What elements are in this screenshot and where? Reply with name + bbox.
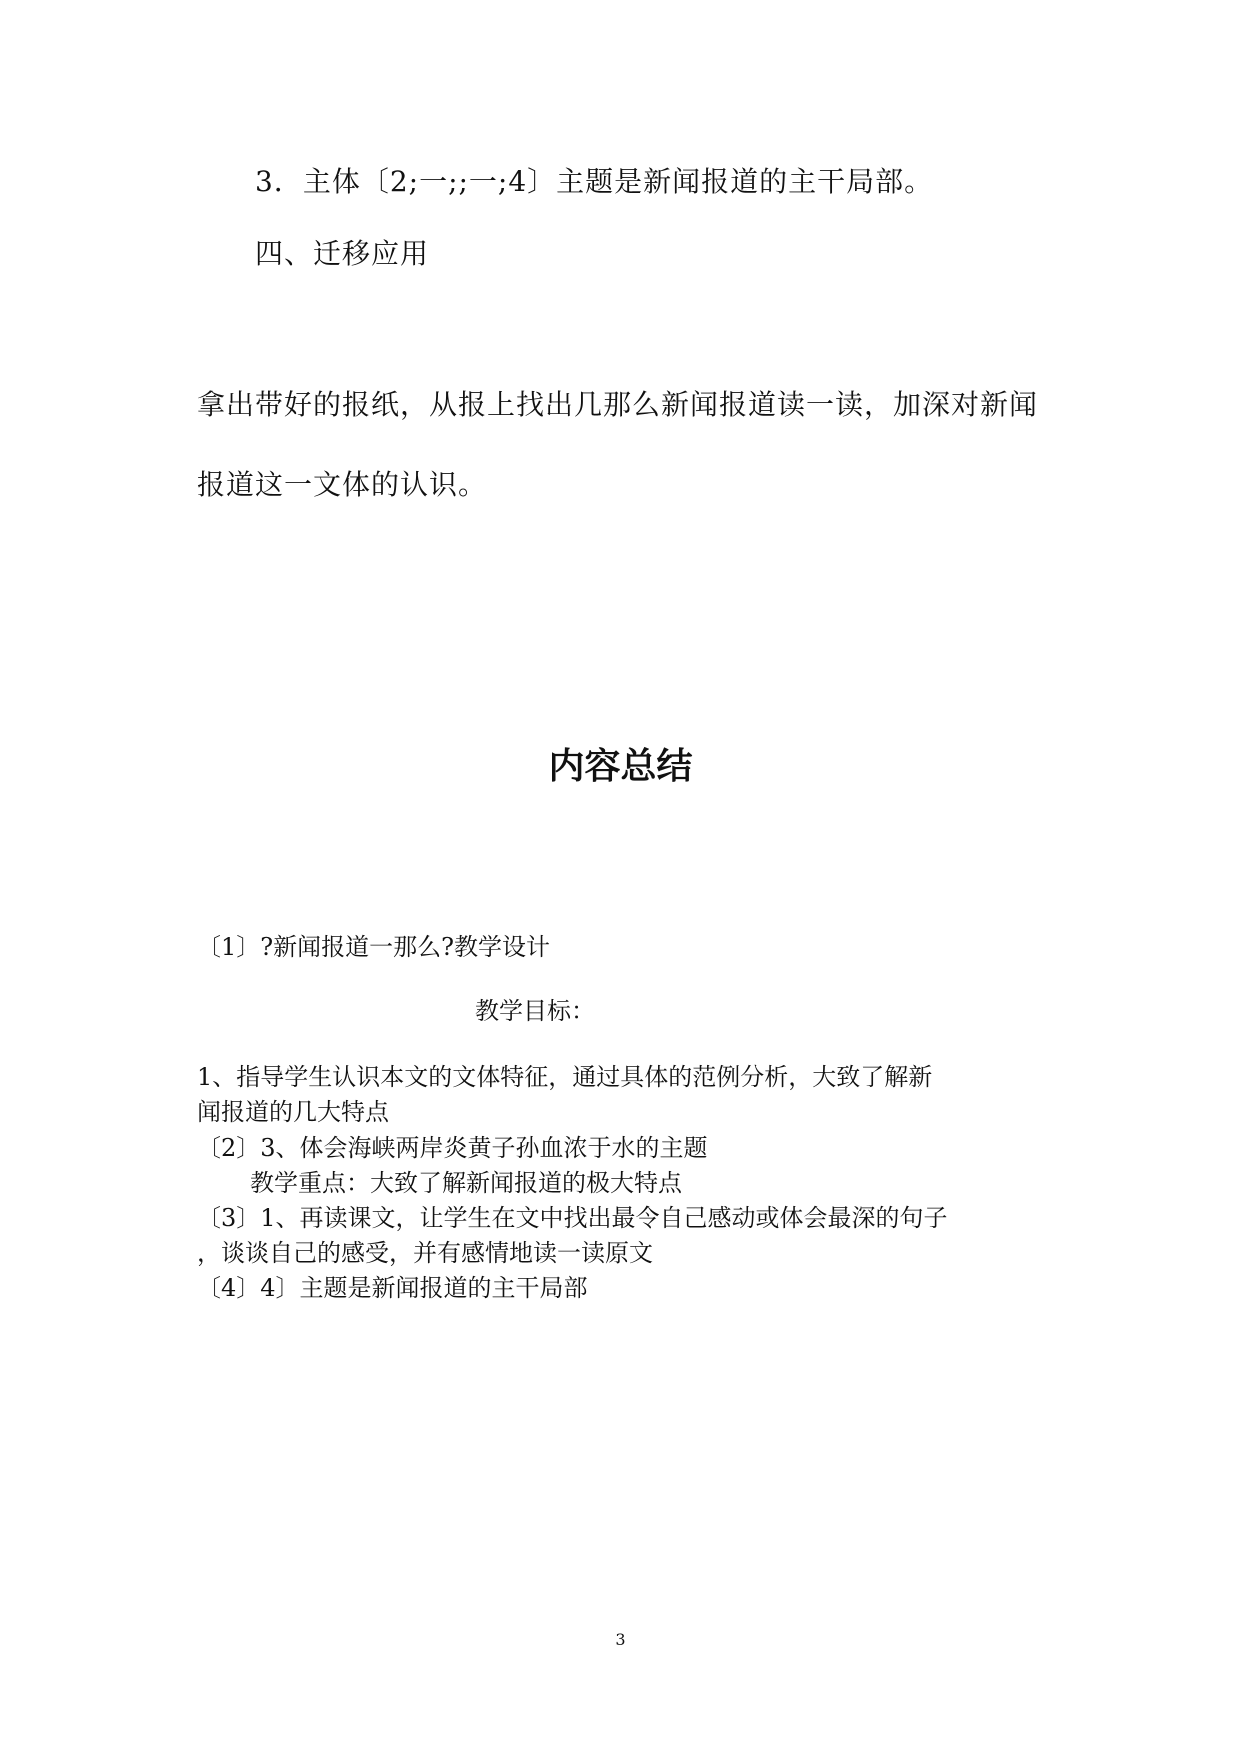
paragraph-line: 报道这一文体的认识。: [197, 468, 488, 501]
summary-line: 〔4〕4〕主题是新闻报道的主干局部: [197, 1274, 588, 1302]
summary-line: 教学目标：: [475, 997, 595, 1025]
summary-line: 教学重点：大致了解新闻报道的极大特点: [250, 1169, 682, 1197]
section-heading-transfer-application: 四、迁移应用: [255, 237, 430, 270]
summary-line: 〔1〕?新闻报道一那么?教学设计: [197, 933, 551, 961]
summary-line: 闻报道的几大特点: [197, 1098, 389, 1126]
paragraph-line: 拿出带好的报纸，从报上找出几那么新闻报道读一读，加深对新闻: [197, 388, 1039, 421]
list-item-3: 3．主体〔2;一;;一;4〕主题是新闻报道的主干局部。: [255, 165, 934, 198]
summary-line: 〔3〕1、再读课文，让学生在文中找出最令自己感动或体会最深的句子: [197, 1204, 948, 1232]
summary-line: ，谈谈自己的感受，并有感情地读一读原文: [197, 1239, 653, 1267]
page-number: 3: [615, 1630, 626, 1649]
summary-line: 1、指导学生认识本文的文体特征，通过具体的范例分析，大致了解新: [197, 1063, 933, 1091]
summary-line: 〔2〕3、体会海峡两岸炎黄子孙血浓于水的主题: [197, 1134, 708, 1162]
summary-title: 内容总结: [548, 746, 693, 787]
